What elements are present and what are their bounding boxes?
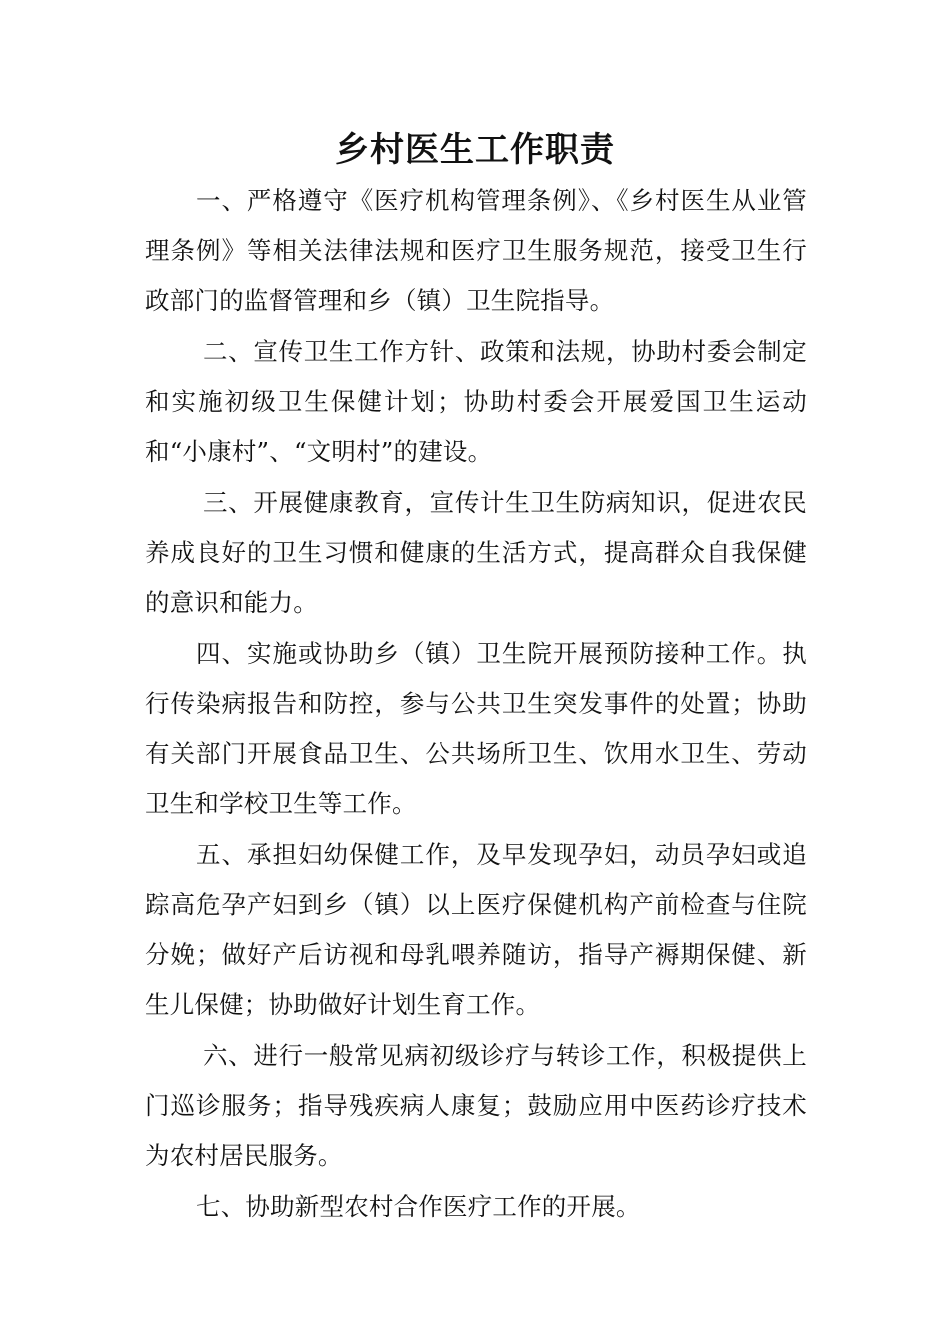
paragraph-2: 二、宣传卫生工作方针、政策和法规，协助村委会制定和实施初级卫生保健计划；协助村委会开展爱国卫生运动和“小康村”、“文明村”的建设。 <box>145 337 807 466</box>
paragraph-1: 一、严格遵守《医疗机构管理条例》、《乡村医生从业管理条例》等相关法律法规和医疗卫生服务规范，接受卫生行政部门的监督管理和乡（镇）卫生院指导。 <box>145 186 807 315</box>
paragraph-5: 五、承担妇幼保健工作，及早发现孕妇，动员孕妇或追踪高危孕产妇到乡（镇）以上医疗保健机构产前检查与住院分娩；做好产后访视和母乳喂养随访，指导产褥期保健、新生儿保健；协助做好计划生育工作。 <box>145 840 807 1019</box>
document-body <box>145 176 807 1233</box>
paragraph-6: 六、进行一般常见病初级诊疗与转诊工作，积极提供上门巡诊服务；指导残疾病人康复；鼓励应用中医药诊疗技术为农村居民服务。 <box>145 1041 807 1170</box>
paragraph-4: 四、实施或协助乡（镇）卫生院开展预防接种工作。执行传染病报告和防控，参与公共卫生突发事件的处置；协助有关部门开展食品卫生、公共场所卫生、饮用水卫生、劳动卫生和学校卫生等工作。 <box>145 639 807 818</box>
paragraph-7: 七、协助新型农村合作医疗工作的开展。 <box>196 1192 641 1221</box>
paragraph-3: 三、开展健康教育，宣传计生卫生防病知识，促进农民养成良好的卫生习惯和健康的生活方式，提高群众自我保健的意识和能力。 <box>145 488 807 617</box>
document-title: 乡村医生工作职责 <box>335 130 615 170</box>
